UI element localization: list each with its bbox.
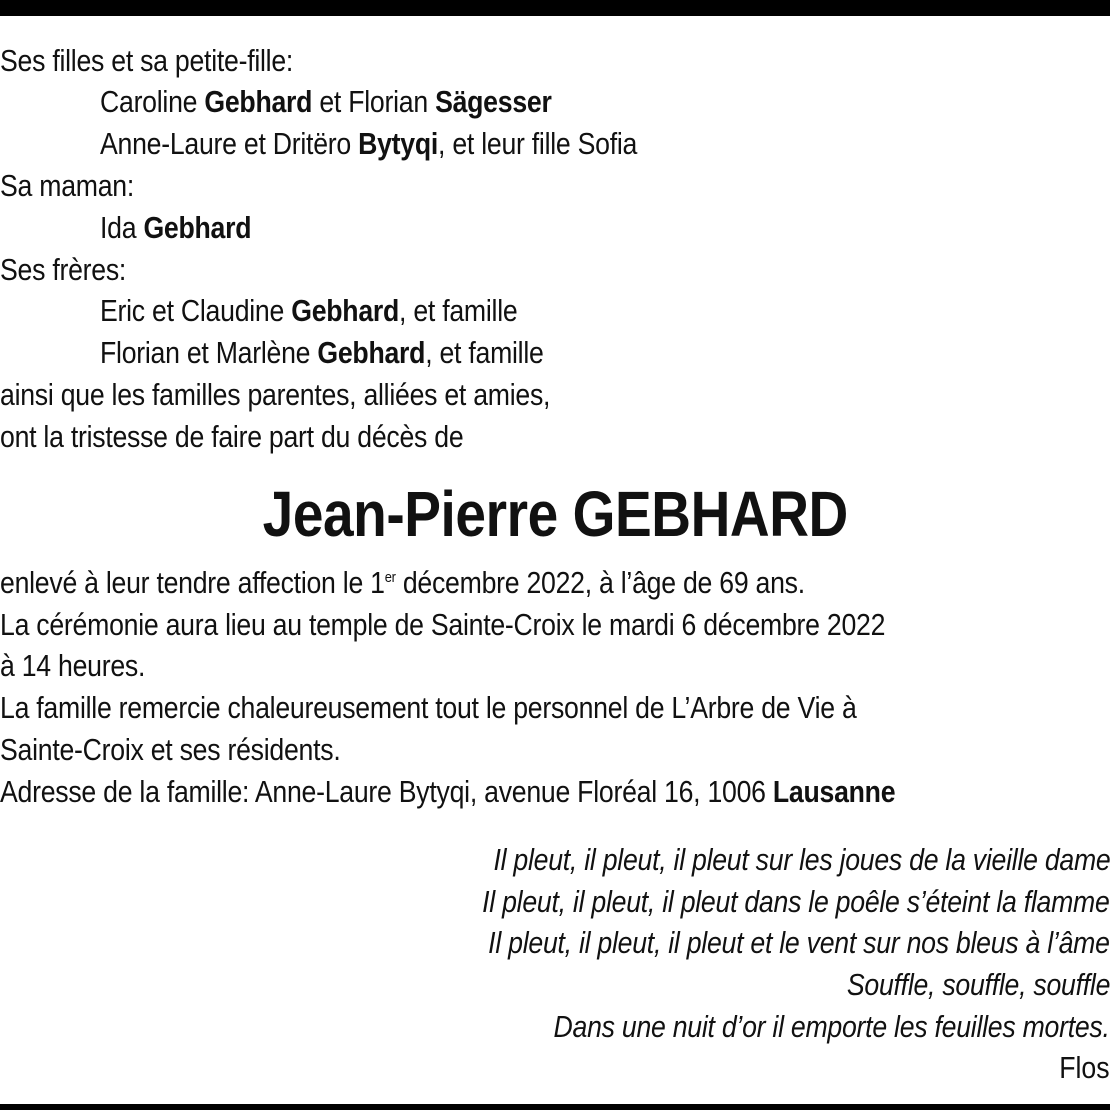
family-address-line: Adresse de la famille: Anne-Laure Bytyqi, avenue Floréal 16, 1006 Lausanne <box>0 774 896 809</box>
death-date-line: enlevé à leur tendre affection le 1er décembre 2022, à l’âge de 69 ans. <box>0 565 805 600</box>
maman-heading: Sa maman: <box>0 168 134 203</box>
thanks-line: La famille remercie chaleureusement tout le personnel de L’Arbre de Vie à <box>0 690 857 725</box>
poem-signature: Flos <box>1059 1050 1110 1085</box>
family-member-line: Ida Gebhard <box>100 210 252 245</box>
top-border-rule <box>0 0 1110 16</box>
ceremony-time-line: à 14 heures. <box>0 648 146 683</box>
poem-line: Il pleut, il pleut, il pleut sur les joues de la vieille dame <box>492 842 1110 877</box>
bottom-border-rule <box>0 1104 1110 1110</box>
ainsi-line: ainsi que les familles parentes, alliées et amies, <box>0 377 551 412</box>
thanks-line-2: Sainte-Croix et ses résidents. <box>0 732 341 767</box>
family-member-line: Anne-Laure et Dritëro Bytyqi, et leur fille Sofia <box>100 126 638 161</box>
deceased-name: Jean-Pierre GEBHARD <box>262 478 848 550</box>
poem-line: Dans une nuit d’or il emporte les feuilles mortes. <box>553 1009 1110 1044</box>
tristesse-line: ont la tristesse de faire part du décès de <box>0 419 464 454</box>
family-member-line: Florian et Marlène Gebhard, et famille <box>100 335 544 370</box>
poem-line: Souffle, souffle, souffle <box>846 967 1110 1002</box>
freres-heading: Ses frères: <box>0 252 127 287</box>
family-member-line: Caroline Gebhard et Florian Sägesser <box>100 84 552 119</box>
family-member-line: Eric et Claudine Gebhard, et famille <box>100 293 518 328</box>
filles-heading: Ses filles et sa petite-fille: <box>0 43 294 78</box>
poem-line: Il pleut, il pleut, il pleut et le vent sur nos bleus à l’âme <box>488 925 1110 960</box>
poem-line: Il pleut, il pleut, il pleut dans le poêle s’éteint la flamme <box>482 884 1110 919</box>
ceremony-line: La cérémonie aura lieu au temple de Sainte-Croix le mardi 6 décembre 2022 <box>0 607 886 642</box>
